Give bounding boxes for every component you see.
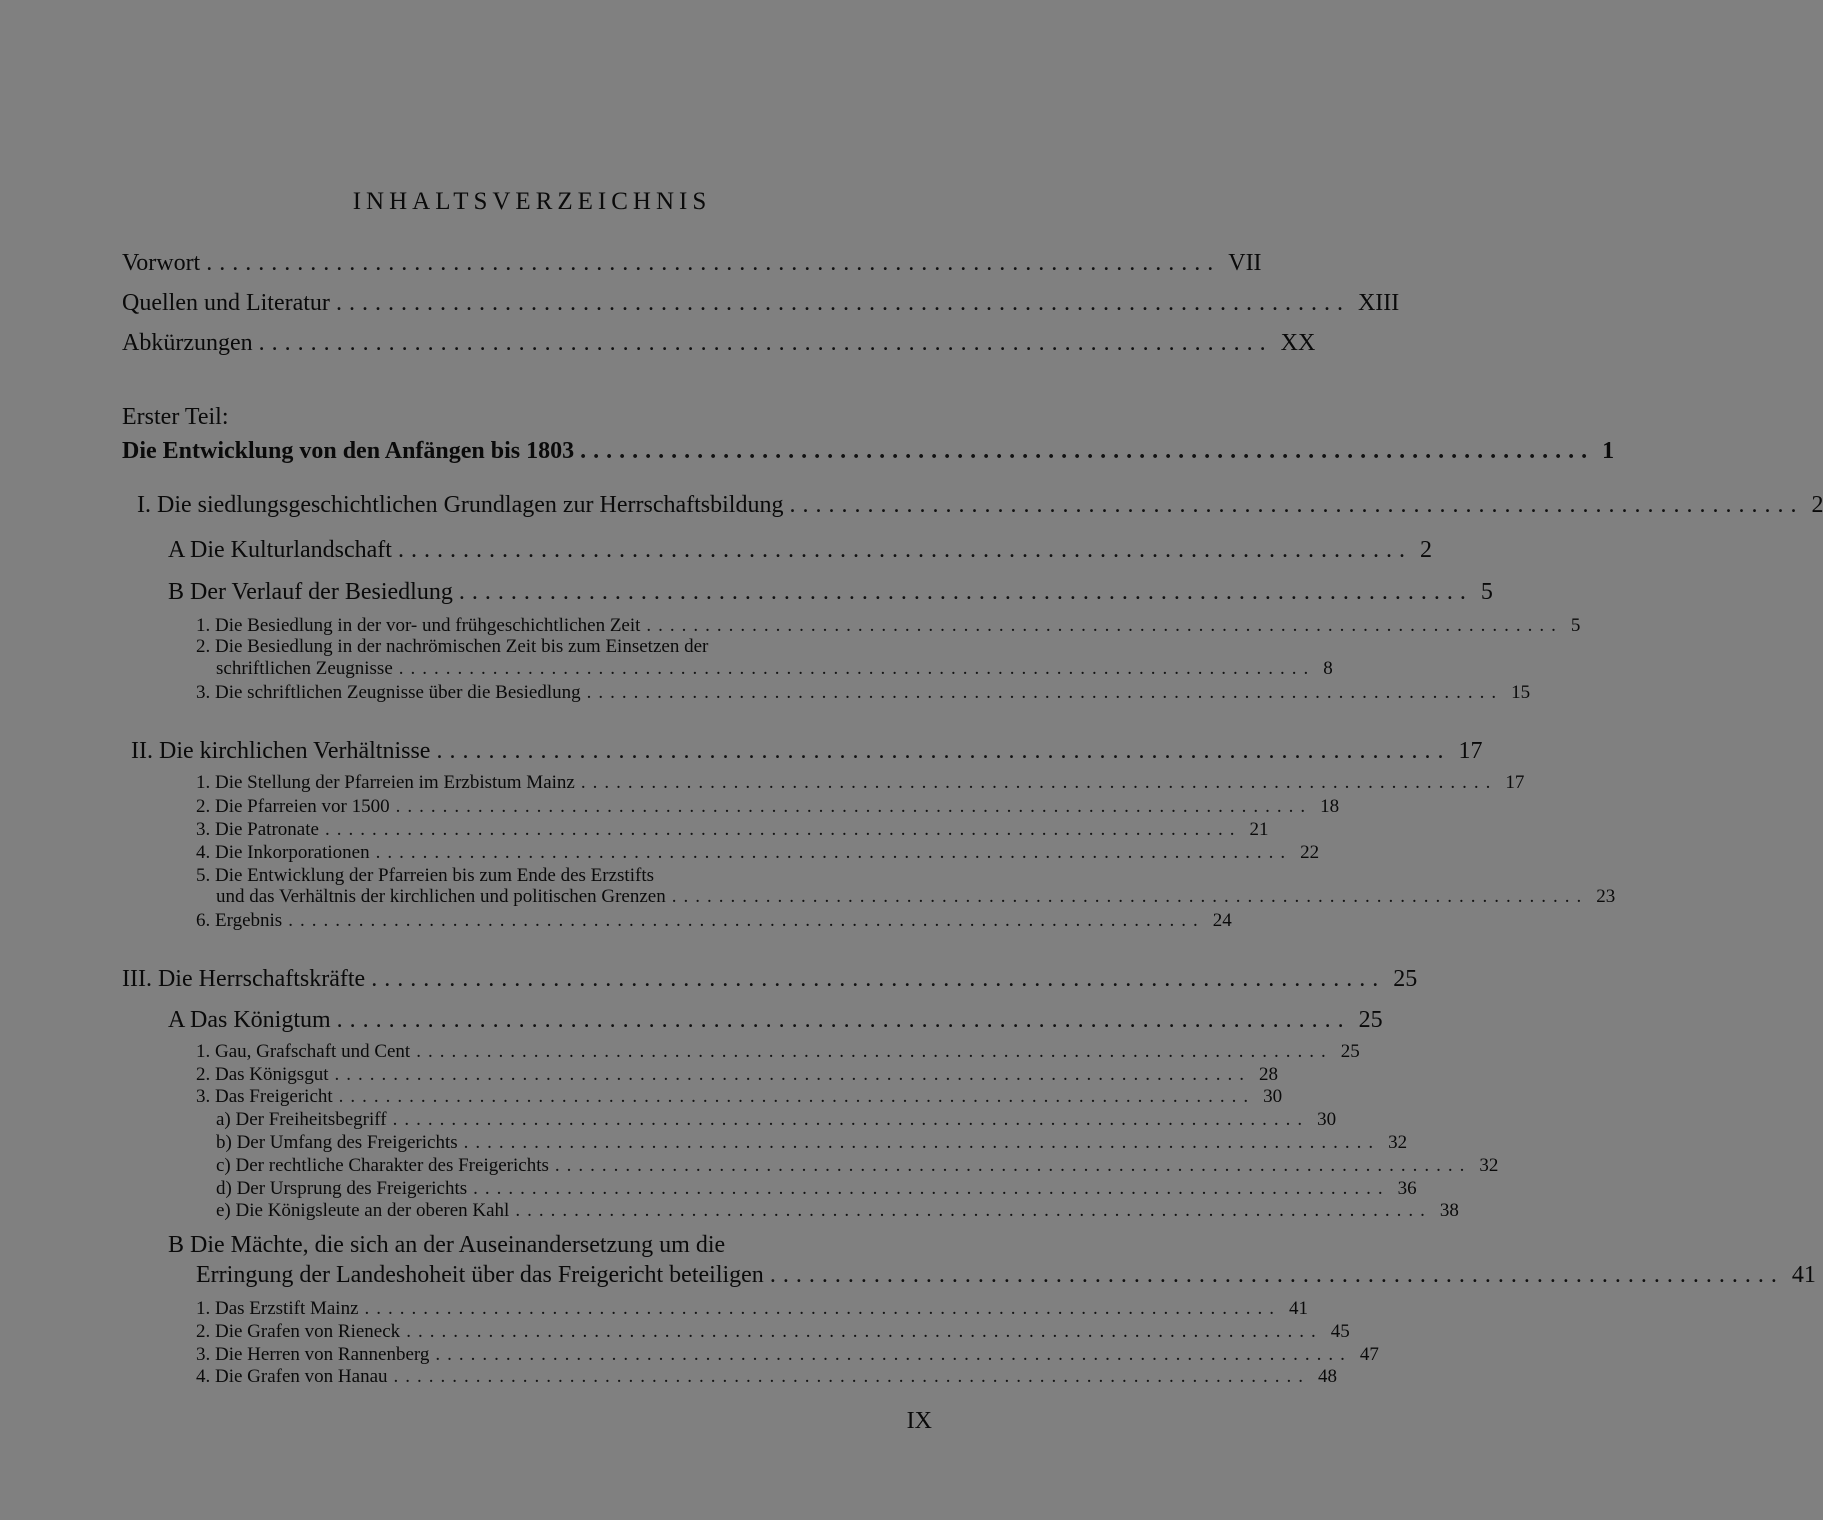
entry-text: e) Die Königsleute an der oberen Kahl [216,1200,510,1221]
sub-item [216,1200,1459,1222]
entry-page: 21 [1249,819,1269,840]
entry-page: 2 [1419,537,1432,563]
entry-page: 47 [1359,1344,1379,1365]
entry-text: B Der Verlauf der Besiedlung [168,579,453,605]
leader-dots: .............................................................................. [395,796,1313,817]
list-item [196,682,1531,704]
leader-dots: .............................................................................. [398,658,1316,679]
entry-page: 15 [1511,682,1531,703]
part-label: Erster Teil: [122,404,229,430]
list-item [196,910,1232,932]
entry-page: VII [1228,250,1262,276]
list-item: 2. Die Besiedlung in der nachrömischen Zeit bis zum Einsetzen der [196,636,709,657]
entry-page: 28 [1258,1064,1278,1085]
entry-text: c) Der rechtliche Charakter des Freigerichts [216,1155,549,1176]
leader-dots: .............................................................................. [515,1200,1432,1221]
leader-dots: .............................................................................. [393,1366,1311,1387]
entry-text: 1. Das Erzstift Mainz [196,1298,359,1319]
entry-text: 3. Die schriftlichen Zeugnisse über die Besiedlung [196,682,581,703]
entry-page: 23 [1596,886,1616,907]
entry-page: 25 [1340,1041,1360,1062]
entry-page: 8 [1323,658,1333,679]
section-b-entry [196,1262,1816,1289]
leader-dots: .............................................................................. [258,330,1273,356]
list-item [196,842,1320,864]
entry-text: b) Der Umfang des Freigerichts [216,1132,458,1153]
leader-dots: .............................................................................. [206,250,1221,276]
section-a-entry [168,1007,1383,1034]
section-b-entry [168,579,1493,606]
sub-item [216,1132,1408,1154]
leader-dots: .............................................................................. [364,1298,1282,1319]
entry-page: 41 [1791,1262,1816,1288]
entry-text: 6. Ergebnis [196,910,283,931]
list-item [196,772,1525,794]
part-title-entry [122,438,1615,465]
entry-page: 45 [1330,1321,1350,1342]
entry-page: 24 [1212,910,1232,931]
leader-dots: .............................................................................. [646,615,1563,636]
entry-page: XIII [1357,290,1400,316]
leader-dots: .............................................................................. [580,772,1498,793]
entry-page: 2 [1811,492,1823,518]
entry-text: III. Die Herrschaftskräfte [122,966,366,992]
entry-text: d) Der Ursprung des Freigerichts [216,1178,468,1199]
list-item [196,1086,1283,1108]
entry-page: 25 [1393,966,1418,992]
leader-dots: .............................................................................. [406,1321,1323,1342]
entry-page: 48 [1318,1366,1338,1387]
sub-item [216,1109,1337,1131]
entry-text: I. Die siedlungsgeschichtlichen Grundlagen zur Herrschaftsbildung [137,492,784,518]
leader-dots: .............................................................................. [324,819,1242,840]
chapter-2-entry [131,738,1483,765]
list-item: 5. Die Entwicklung der Pfarreien bis zum Ende des Erzstifts [196,865,654,886]
list-item [196,1344,1379,1366]
list-item [196,819,1269,841]
entry-page: 25 [1358,1007,1383,1033]
list-item [196,615,1581,637]
leader-dots: .............................................................................. [458,579,1473,605]
leader-dots: .............................................................................. [473,1178,1390,1199]
entry-text: 1. Die Besiedlung in der vor- und frühgeschichtlichen Zeit [196,615,641,636]
leader-dots: .............................................................................. [334,1064,1251,1085]
entry-page: 41 [1289,1298,1309,1319]
leader-dots: .............................................................................. [335,290,1350,316]
leader-dots: .............................................................................. [416,1041,1333,1062]
sub-item [216,1155,1499,1177]
list-item [196,1041,1360,1063]
entry-text: und das Verhältnis der kirchlichen und politischen Grenzen [216,886,666,907]
entry-text: Vorwort [122,250,201,276]
leader-dots: .............................................................................. [463,1132,1381,1153]
leader-dots: .............................................................................. [375,842,1293,863]
leader-dots: .............................................................................. [671,886,1589,907]
leader-dots: .............................................................................. [392,1109,1310,1130]
list-item [196,1366,1338,1388]
entry-text: 2. Das Königsgut [196,1064,329,1085]
list-item-continuation [216,658,1333,680]
entry-page: 17 [1458,738,1483,764]
toc-entry-vorwort [122,250,1262,277]
leader-dots: .............................................................................. [288,910,1205,931]
leader-dots: .............................................................................. [371,966,1386,992]
list-item [196,1064,1278,1086]
leader-dots: .............................................................................. [789,492,1804,518]
chapter-3-entry [122,966,1418,993]
entry-text: 4. Die Inkorporationen [196,842,370,863]
entry-page: 1 [1602,438,1615,464]
entry-page: XX [1280,330,1316,356]
list-item [196,1298,1309,1320]
entry-page: 18 [1320,796,1340,817]
list-item [196,1321,1350,1343]
entry-text: II. Die kirchlichen Verhältnisse [131,738,431,764]
leader-dots: .............................................................................. [338,1086,1256,1107]
entry-page: 32 [1388,1132,1408,1153]
entry-page: 5 [1480,579,1493,605]
entry-page: 5 [1570,615,1581,636]
leader-dots: .............................................................................. [397,537,1412,563]
section-b-heading: B Die Mächte, die sich an der Auseinandersetzung um die [168,1232,726,1258]
entry-text: 3. Das Freigericht [196,1086,333,1107]
entry-text: A Das Königtum [168,1007,331,1033]
leader-dots: .............................................................................. [554,1155,1472,1176]
entry-text: 1. Die Stellung der Pfarreien im Erzbistum Mainz [196,772,575,793]
entry-page: 32 [1479,1155,1499,1176]
entry-text: 1. Gau, Grafschaft und Cent [196,1041,411,1062]
sub-item [216,1178,1417,1200]
entry-page: 22 [1300,842,1320,863]
entry-text: 4. Die Grafen von Hanau [196,1366,388,1387]
entry-text: Quellen und Literatur [122,290,330,316]
entry-page: 36 [1397,1178,1417,1199]
entry-text: 3. Die Herren von Rannenberg [196,1344,430,1365]
entry-page: 30 [1317,1109,1337,1130]
leader-dots: .............................................................................. [586,682,1504,703]
leader-dots: .............................................................................. [580,438,1595,464]
leader-dots: .............................................................................. [435,1344,1352,1365]
chapter-1-entry [137,492,1823,519]
entry-text: schriftlichen Zeugnisse [216,658,393,679]
list-item [196,796,1340,818]
entry-page: 38 [1439,1200,1459,1221]
entry-page: 17 [1505,772,1525,793]
toc-entry-abkuerzungen [122,330,1316,357]
toc-heading: INHALTSVERZEICHNIS [352,188,712,215]
entry-text: Erringung der Landeshoheit über das Freigericht beteiligen [196,1262,764,1288]
leader-dots: .............................................................................. [769,1262,1784,1288]
leader-dots: .............................................................................. [336,1007,1351,1033]
entry-text: 3. Die Patronate [196,819,319,840]
entry-page: 30 [1263,1086,1283,1107]
leader-dots: .............................................................................. [436,738,1451,764]
page-number: IX [906,1408,932,1434]
entry-text: 2. Die Grafen von Rieneck [196,1321,401,1342]
entry-text: 2. Die Pfarreien vor 1500 [196,796,390,817]
section-a-entry [168,537,1432,564]
entry-text: Abkürzungen [122,330,253,356]
entry-text: Die Entwicklung von den Anfängen bis 1803 [122,438,575,464]
entry-text: A Die Kulturlandschaft [168,537,392,563]
entry-text: a) Der Freiheitsbegriff [216,1109,387,1130]
toc-entry-quellen [122,290,1400,317]
list-item-continuation [216,886,1616,908]
